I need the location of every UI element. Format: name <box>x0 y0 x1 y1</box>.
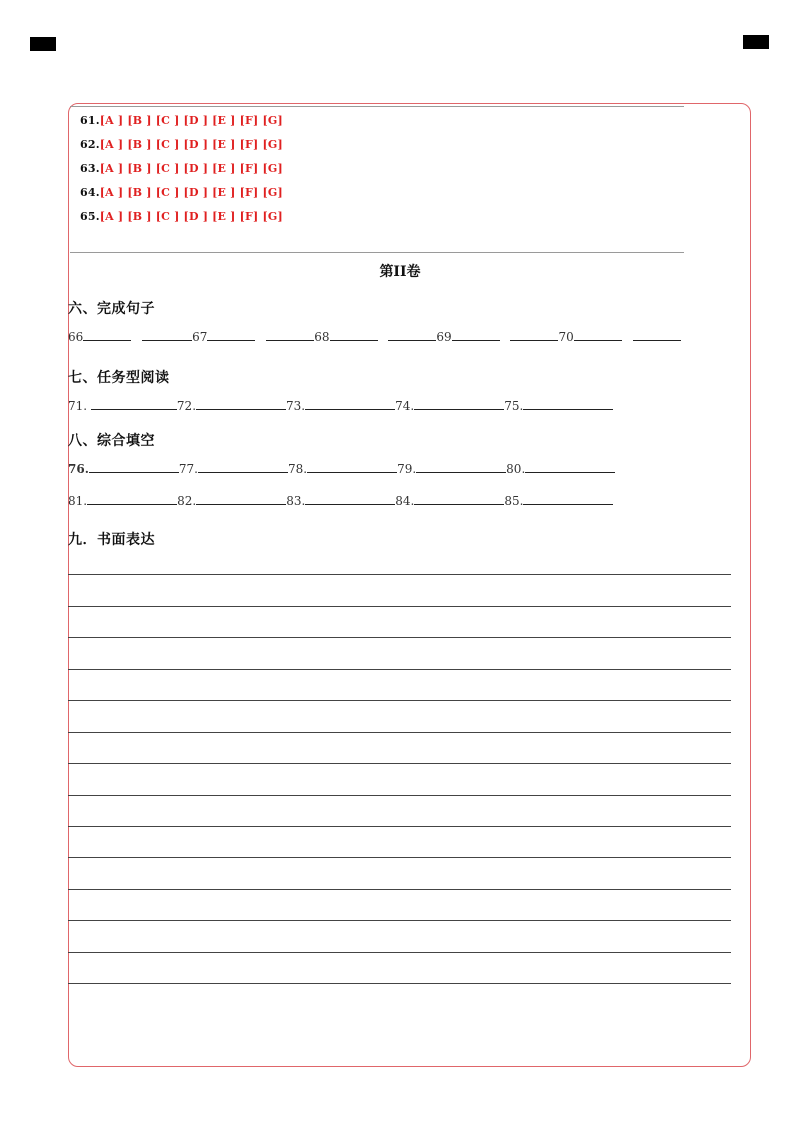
answer-blank[interactable] <box>207 339 255 341</box>
mc-row-65 <box>80 210 283 223</box>
answer-options[interactable]: [A ] [B ] [C ] [D ] [E ] [F] [G] <box>99 210 283 223</box>
blank-number: 67 <box>192 330 208 344</box>
section-heading-complete-sentences: 六、完成句子 <box>68 301 155 317</box>
writing-line <box>68 606 731 607</box>
answer-blank[interactable] <box>330 339 378 341</box>
answer-blank[interactable] <box>142 339 192 341</box>
section-divider <box>70 252 684 253</box>
mc-row-62 <box>80 138 283 151</box>
question-number: 64. <box>80 186 100 199</box>
writing-line <box>68 574 731 575</box>
answer-blank[interactable] <box>414 408 504 410</box>
answer-blank[interactable] <box>414 503 504 505</box>
blank-number: 76. <box>68 462 89 476</box>
question-number: 65. <box>80 210 100 223</box>
cloze-row-1 <box>68 462 615 476</box>
answer-blank[interactable] <box>523 408 613 410</box>
complete-sentences-row <box>68 330 681 344</box>
blank-number: 72. <box>176 399 197 413</box>
blank-number: 70 <box>558 330 574 344</box>
blank-number: 79. <box>397 462 417 476</box>
top-divider <box>70 106 684 107</box>
blank-number: 83. <box>286 494 306 508</box>
answer-options[interactable]: [A ] [B ] [C ] [D ] [E ] [F] [G] <box>99 186 283 199</box>
answer-blank[interactable] <box>510 339 558 341</box>
answer-blank[interactable] <box>523 503 613 505</box>
writing-line <box>68 857 731 858</box>
blank-number: 74. <box>395 399 415 413</box>
answer-blank[interactable] <box>574 339 622 341</box>
answer-options[interactable]: [A ] [B ] [C ] [D ] [E ] [F] [G] <box>99 162 283 175</box>
writing-line <box>68 952 731 953</box>
answer-blank[interactable] <box>198 471 288 473</box>
blank-number: 84. <box>395 494 415 508</box>
writing-line <box>68 637 731 638</box>
alignment-marker-right <box>743 35 769 49</box>
blank-number: 78. <box>287 462 308 476</box>
section-heading-writing: 九．书面表达 <box>68 532 155 548</box>
blank-number: 73. <box>286 399 306 413</box>
answer-blank[interactable] <box>525 471 615 473</box>
answer-blank[interactable] <box>196 503 286 505</box>
blank-number: 77. <box>178 462 198 476</box>
blank-number: 80. <box>506 462 526 476</box>
blank-number: 85. <box>504 494 524 508</box>
answer-blank[interactable] <box>196 408 286 410</box>
section-heading-task-reading: 七、任务型阅读 <box>68 370 170 386</box>
answer-options[interactable]: [A ] [B ] [C ] [D ] [E ] [F] [G] <box>99 138 283 151</box>
blank-number: 68 <box>314 330 330 344</box>
section-heading-cloze: 八、综合填空 <box>68 433 155 449</box>
writing-line <box>68 763 731 764</box>
answer-blank[interactable] <box>83 339 131 341</box>
task-reading-row <box>68 399 613 413</box>
mc-row-63 <box>80 162 283 175</box>
mc-row-64 <box>80 186 283 199</box>
writing-line <box>68 889 731 890</box>
blank-number: 82. <box>177 494 197 508</box>
mc-row-61 <box>80 114 283 127</box>
answer-blank[interactable] <box>87 503 177 505</box>
question-number: 62. <box>80 138 100 151</box>
answer-blank[interactable] <box>305 503 395 505</box>
blank-number: 71. <box>68 399 88 413</box>
blank-number: 69 <box>436 330 452 344</box>
cloze-row-2 <box>68 494 613 508</box>
answer-blank[interactable] <box>307 471 397 473</box>
answer-blank[interactable] <box>305 408 395 410</box>
blank-number: 75. <box>504 399 524 413</box>
writing-line <box>68 795 731 796</box>
writing-line <box>68 920 731 921</box>
answer-blank[interactable] <box>89 471 179 473</box>
part2-title: 第II卷 <box>379 264 421 280</box>
writing-line <box>68 732 731 733</box>
answer-blank[interactable] <box>388 339 436 341</box>
blank-number: 66 <box>68 330 84 344</box>
answer-blank[interactable] <box>452 339 500 341</box>
writing-line <box>68 700 731 701</box>
writing-line <box>68 826 731 827</box>
writing-line <box>68 983 731 984</box>
writing-line <box>68 669 731 670</box>
alignment-marker-left <box>30 37 56 51</box>
answer-blank[interactable] <box>633 339 681 341</box>
answer-area-frame <box>68 103 751 1067</box>
question-number: 61. <box>80 114 100 127</box>
blank-number: 81. <box>68 494 88 508</box>
answer-blank[interactable] <box>416 471 506 473</box>
answer-blank[interactable] <box>266 339 314 341</box>
answer-options[interactable]: [A ] [B ] [C ] [D ] [E ] [F] [G] <box>99 114 283 127</box>
question-number: 63. <box>80 162 100 175</box>
answer-blank[interactable] <box>91 408 177 410</box>
